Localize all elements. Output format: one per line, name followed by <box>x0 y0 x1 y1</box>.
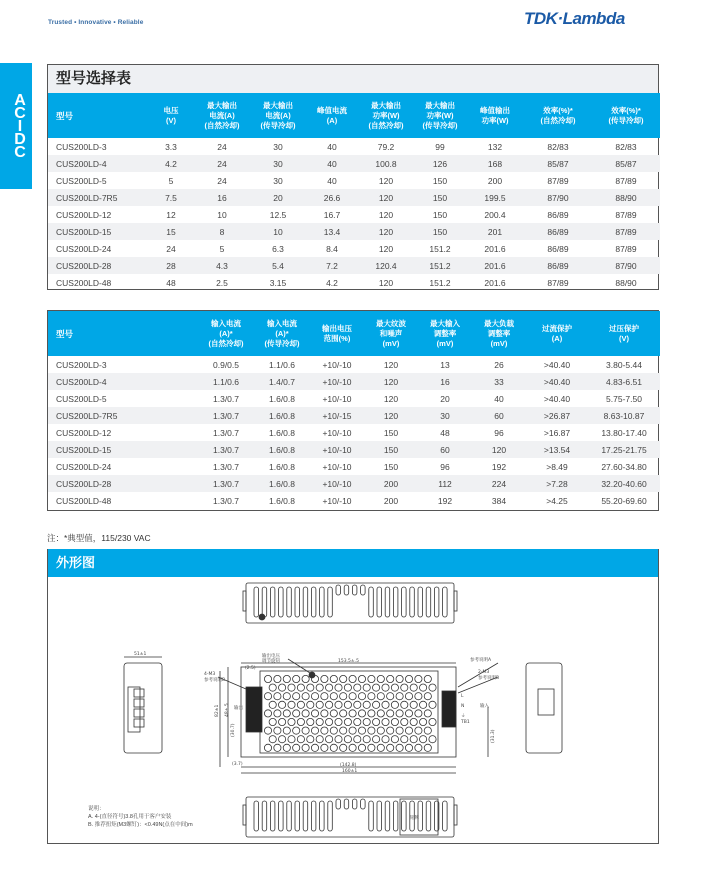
value-cell: 40 <box>494 393 504 404</box>
value-cell: 120 <box>383 359 399 370</box>
outline-drawing-section <box>47 549 659 844</box>
value-cell: 4.83-6.51 <box>588 373 660 390</box>
value-cell: 60 <box>418 441 472 458</box>
column-header: 最大纹波 和噪声 (mV) <box>364 311 418 356</box>
value-cell: 10 <box>250 223 306 240</box>
value-cell: 150 <box>432 175 448 186</box>
value-cell: >26.87 <box>526 407 588 424</box>
value-cell: 120 <box>378 175 394 186</box>
value-cell: 8 <box>194 223 250 240</box>
value-cell: 7.5 <box>148 189 194 206</box>
svg-text:输入: 输入 <box>480 704 489 709</box>
value-cell: 201.6 <box>484 277 506 288</box>
value-cell: 1.6/0.8 <box>254 441 310 458</box>
value-cell: +10/-10 <box>322 393 352 404</box>
svg-text:(3.7): (3.7) <box>232 762 243 767</box>
value-cell: 200 <box>487 175 503 186</box>
model-cell: CUS200LD-28 <box>48 475 198 492</box>
value-cell: >13.54 <box>526 441 588 458</box>
tagline: Trusted • Innovative • Reliable <box>48 19 144 26</box>
value-cell: 150 <box>383 461 399 472</box>
model-cell: CUS200LD-15 <box>48 441 198 458</box>
footnote: 注：*典型值，115/230 VAC <box>47 533 151 543</box>
value-cell: >40.40 <box>526 373 588 390</box>
dim-label: 51±1 <box>134 652 147 657</box>
value-cell: 48 <box>166 277 176 288</box>
table-row <box>48 373 660 390</box>
acdc-side-tab <box>0 63 32 189</box>
value-cell: 88/90 <box>592 189 660 206</box>
table-row <box>48 407 660 424</box>
model-cell: CUS200LD-7R5 <box>48 407 198 424</box>
value-cell: 87/90 <box>592 257 660 274</box>
table-row <box>48 189 660 206</box>
table-row <box>48 390 660 407</box>
value-cell: +10/-15 <box>310 407 364 424</box>
model-cell: CUS200LD-28 <box>48 257 148 274</box>
table-title: 型号选择表 <box>48 65 658 93</box>
model-cell: CUS200LD-48 <box>56 277 112 288</box>
value-cell: >7.28 <box>526 475 588 492</box>
table-row <box>48 441 660 458</box>
svg-text:2-M3: 2-M3 <box>478 670 490 675</box>
note-a: A. 4-(直径符号)3.8孔用于客户安装 <box>88 814 172 820</box>
column-header: 过流保护 (A) <box>526 311 588 356</box>
column-header: 最大输出 电流(A) (传导冷却) <box>250 93 306 138</box>
svg-text:82±1: 82±1 <box>215 704 220 717</box>
column-header: 最大输出 功率(W) (传导冷却) <box>414 93 466 138</box>
value-cell: 126 <box>414 155 466 172</box>
value-cell: 200 <box>383 495 399 506</box>
value-cell: 79.2 <box>377 141 395 152</box>
value-cell: 12.5 <box>269 209 287 220</box>
value-cell: 120 <box>378 277 394 288</box>
value-cell: 1.3/0.7 <box>198 407 254 424</box>
value-cell: 120 <box>358 223 414 240</box>
value-cell: 1.6/0.8 <box>269 427 295 438</box>
value-cell: 33 <box>472 373 526 390</box>
value-cell: 26 <box>494 359 504 370</box>
value-cell: 86/89 <box>547 209 569 220</box>
value-cell: 55.20-69.60 <box>601 495 647 506</box>
value-cell: 20 <box>250 189 306 206</box>
svg-text:调节旋钮: 调节旋钮 <box>262 659 280 664</box>
table-row <box>48 155 660 172</box>
value-cell: 13 <box>440 359 450 370</box>
value-cell: +10/-10 <box>322 427 352 438</box>
svg-text:(30.7): (30.7) <box>231 723 236 737</box>
value-cell: 16 <box>418 373 472 390</box>
column-header: 最大输入 调整率 (mV) <box>418 311 472 356</box>
column-header: 效率(%)* (自然冷却) <box>524 93 592 138</box>
brand-logo: TDK·Lambda <box>524 9 625 28</box>
value-cell: 60 <box>472 407 526 424</box>
value-cell: 151.2 <box>414 257 466 274</box>
value-cell: 40 <box>327 175 337 186</box>
value-cell: 8.4 <box>326 243 338 254</box>
value-cell: 151.2 <box>429 277 451 288</box>
value-cell: 48 <box>440 427 450 438</box>
value-cell: 150 <box>432 209 448 220</box>
value-cell: 150 <box>414 189 466 206</box>
svg-text:(142.8): (142.8) <box>340 763 357 768</box>
value-cell: 1.4/0.7 <box>254 373 310 390</box>
value-cell: +10/-10 <box>310 373 364 390</box>
value-cell: 168 <box>466 155 524 172</box>
value-cell: 86/89 <box>524 223 592 240</box>
value-cell: >40.40 <box>543 359 571 370</box>
value-cell: 87/89 <box>615 243 637 254</box>
value-cell: 87/89 <box>547 277 569 288</box>
value-cell: 112 <box>418 475 472 492</box>
side-tab-letter: C <box>14 104 26 122</box>
value-cell: 96 <box>440 461 450 472</box>
value-cell: +10/-10 <box>310 441 364 458</box>
svg-text:L: L <box>461 694 464 699</box>
value-cell: >8.49 <box>546 461 568 472</box>
value-cell: 82/83 <box>615 141 637 152</box>
value-cell: 24 <box>217 175 227 186</box>
value-cell: 120 <box>358 189 414 206</box>
model-cell: CUS200LD-3 <box>56 141 107 152</box>
model-selection-table <box>47 64 659 290</box>
value-cell: 1.3/0.7 <box>213 461 239 472</box>
value-cell: 5.4 <box>250 257 306 274</box>
model-cell: CUS200LD-24 <box>56 461 112 472</box>
table-row <box>48 240 660 257</box>
value-cell: 120 <box>472 441 526 458</box>
column-header: 输出电压 范围(%) <box>310 311 364 356</box>
value-cell: 30 <box>418 407 472 424</box>
value-cell: 13.80-17.40 <box>601 427 647 438</box>
value-cell: +10/-10 <box>322 359 352 370</box>
svg-text:输出: 输出 <box>234 706 243 711</box>
spec-table-grid <box>48 311 660 509</box>
model-cell: CUS200LD-3 <box>56 359 107 370</box>
value-cell: 0.9/0.5 <box>213 359 239 370</box>
column-header: 输入电流 (A)* (传导冷却) <box>254 311 310 356</box>
value-cell: 96 <box>494 427 504 438</box>
value-cell: 150 <box>364 441 418 458</box>
value-cell: 15 <box>148 223 194 240</box>
value-cell: 150 <box>414 223 466 240</box>
value-cell: 4.2 <box>148 155 194 172</box>
model-cell: CUS200LD-5 <box>56 175 107 186</box>
value-cell: 120 <box>378 243 394 254</box>
table-row <box>48 356 660 373</box>
column-header: 电压 (V) <box>148 93 194 138</box>
value-cell: 199.5 <box>466 189 524 206</box>
table-row <box>48 424 660 441</box>
value-cell: 86/89 <box>524 257 592 274</box>
column-header: 最大负载 调整率 (mV) <box>472 311 526 356</box>
value-cell: 1.6/0.8 <box>269 393 295 404</box>
value-cell: 12 <box>166 209 176 220</box>
value-cell: 13.4 <box>306 223 358 240</box>
model-cell: CUS200LD-24 <box>56 243 112 254</box>
value-cell: 1.1/0.6 <box>269 359 295 370</box>
value-cell: 27.60-34.80 <box>601 461 647 472</box>
side-tab-letter: I <box>17 117 23 135</box>
value-cell: 85/87 <box>592 155 660 172</box>
value-cell: 20 <box>440 393 450 404</box>
value-cell: 86/89 <box>547 243 569 254</box>
value-cell: 24 <box>194 155 250 172</box>
value-cell: 150 <box>383 427 399 438</box>
value-cell: 85/87 <box>524 155 592 172</box>
value-cell: 4.3 <box>194 257 250 274</box>
value-cell: 17.25-21.75 <box>588 441 660 458</box>
svg-text:48±.5: 48±.5 <box>225 703 230 717</box>
side-tab-letter: A <box>14 91 26 109</box>
table-row <box>48 223 660 240</box>
column-header: 输入电流 (A)* (自然冷却) <box>198 311 254 356</box>
model-cell: CUS200LD-4 <box>48 373 198 390</box>
model-cell: CUS200LD-5 <box>56 393 107 404</box>
value-cell: >40.40 <box>543 393 571 404</box>
value-cell: 201 <box>466 223 524 240</box>
outline-drawing-svg <box>48 577 660 843</box>
value-cell: 1.6/0.8 <box>269 495 295 506</box>
column-header: 型号 <box>48 93 148 138</box>
table-row <box>48 257 660 274</box>
value-cell: +10/-10 <box>310 475 364 492</box>
svg-text:(31.3): (31.3) <box>491 729 496 743</box>
column-header: 过压保护 (V) <box>588 311 660 356</box>
column-header: 型号 <box>48 311 198 356</box>
table-row <box>48 206 660 223</box>
svg-text:参考说明B: 参考说明B <box>204 678 226 683</box>
note-b: B. 推荐扭矩(M3螺钉)：<0.49N(点在中间)m <box>88 822 193 828</box>
value-cell: 30 <box>273 175 283 186</box>
svg-text:N: N <box>461 704 465 709</box>
value-cell: 6.3 <box>272 243 284 254</box>
svg-text:(2.5): (2.5) <box>245 666 256 671</box>
value-cell: 3.80-5.44 <box>606 359 642 370</box>
value-cell: 151.2 <box>429 243 451 254</box>
svg-text:160±1: 160±1 <box>342 769 358 774</box>
column-header: 峰值电流 (A) <box>306 93 358 138</box>
value-cell: 87/89 <box>615 175 637 186</box>
selection-table-grid <box>48 93 660 291</box>
value-cell: 201.6 <box>484 243 506 254</box>
svg-text:参考说明B: 参考说明B <box>478 676 500 681</box>
value-cell: 28 <box>148 257 194 274</box>
column-header: 峰值输出 功率(W) <box>466 93 524 138</box>
svg-text:TB1: TB1 <box>461 720 470 725</box>
value-cell: 10 <box>217 209 227 220</box>
value-cell: 24 <box>217 141 227 152</box>
model-cell: CUS200LD-12 <box>56 427 112 438</box>
section-title: 外形图 <box>48 549 658 577</box>
value-cell: >16.87 <box>543 427 571 438</box>
value-cell: 1.3/0.7 <box>213 495 239 506</box>
value-cell: 120 <box>378 209 394 220</box>
value-cell: 1.3/0.7 <box>213 427 239 438</box>
value-cell: 16 <box>194 189 250 206</box>
value-cell: 384 <box>491 495 507 506</box>
svg-text:参考说明A: 参考说明A <box>470 658 492 663</box>
dimension-drawing <box>48 577 658 843</box>
value-cell: 30 <box>273 141 283 152</box>
value-cell: 120 <box>364 407 418 424</box>
table-row <box>48 475 660 492</box>
column-header: 效率(%)* (传导冷却) <box>592 93 660 138</box>
value-cell: 24 <box>166 243 176 254</box>
value-cell: 3.15 <box>269 277 287 288</box>
value-cell: 4.2 <box>326 277 338 288</box>
value-cell: 120.4 <box>358 257 414 274</box>
model-cell: CUS200LD-4 <box>48 155 148 172</box>
value-cell: +10/-10 <box>322 461 352 472</box>
value-cell: 87/90 <box>524 189 592 206</box>
value-cell: +10/-10 <box>322 495 352 506</box>
value-cell: 88/90 <box>615 277 637 288</box>
svg-text:4-M3: 4-M3 <box>204 672 216 677</box>
value-cell: 82/83 <box>547 141 569 152</box>
column-header: 最大输出 电流(A) (自然冷却) <box>194 93 250 138</box>
value-cell: 5.75-7.50 <box>606 393 642 404</box>
value-cell: 224 <box>472 475 526 492</box>
notes-heading: 说明： <box>88 806 105 812</box>
value-cell: 200.4 <box>484 209 506 220</box>
value-cell: 1.3/0.7 <box>213 393 239 404</box>
svg-text:输出电压: 输出电压 <box>262 654 280 659</box>
value-cell: 1.1/0.6 <box>198 373 254 390</box>
value-cell: 40 <box>327 141 337 152</box>
table-row <box>48 138 660 155</box>
drawing-notes <box>88 805 193 829</box>
svg-text:⏚: ⏚ <box>461 714 466 719</box>
value-cell: 201.6 <box>466 257 524 274</box>
value-cell: 3.3 <box>165 141 177 152</box>
column-header: 最大输出 功率(W) (自然冷却) <box>358 93 414 138</box>
model-cell: CUS200LD-7R5 <box>48 189 148 206</box>
table-row <box>48 274 660 291</box>
value-cell: 32.20-40.60 <box>588 475 660 492</box>
table-row <box>48 492 660 509</box>
value-cell: 8.63-10.87 <box>588 407 660 424</box>
value-cell: 87/89 <box>547 175 569 186</box>
value-cell: 99 <box>435 141 445 152</box>
value-cell: 1.3/0.7 <box>198 441 254 458</box>
value-cell: 40 <box>306 155 358 172</box>
value-cell: 1.3/0.7 <box>198 475 254 492</box>
value-cell: 132 <box>487 141 503 152</box>
model-cell: CUS200LD-12 <box>56 209 112 220</box>
value-cell: 120 <box>383 393 399 404</box>
side-tab-letter: D <box>14 130 26 148</box>
value-cell: 16.7 <box>323 209 341 220</box>
value-cell: 200 <box>364 475 418 492</box>
value-cell: 192 <box>491 461 507 472</box>
svg-text:铭牌: 铭牌 <box>410 816 419 821</box>
value-cell: 1.6/0.8 <box>269 461 295 472</box>
value-cell: 5 <box>219 243 225 254</box>
value-cell: 30 <box>250 155 306 172</box>
side-tab-letter: C <box>14 143 26 161</box>
electrical-spec-table <box>47 310 659 511</box>
table-row <box>48 458 660 475</box>
value-cell: >4.25 <box>546 495 568 506</box>
value-cell: 100.8 <box>358 155 414 172</box>
value-cell: 5 <box>168 175 174 186</box>
value-cell: 2.5 <box>216 277 228 288</box>
value-cell: 120 <box>364 373 418 390</box>
svg-text:153.5±.5: 153.5±.5 <box>338 659 359 664</box>
value-cell: 26.6 <box>306 189 358 206</box>
value-cell: 1.6/0.8 <box>254 407 310 424</box>
value-cell: 87/89 <box>615 209 637 220</box>
model-cell: CUS200LD-48 <box>56 495 112 506</box>
value-cell: 1.6/0.8 <box>254 475 310 492</box>
value-cell: 87/89 <box>592 223 660 240</box>
model-cell: CUS200LD-15 <box>48 223 148 240</box>
value-cell: 7.2 <box>306 257 358 274</box>
value-cell: 192 <box>437 495 453 506</box>
table-row <box>48 172 660 189</box>
